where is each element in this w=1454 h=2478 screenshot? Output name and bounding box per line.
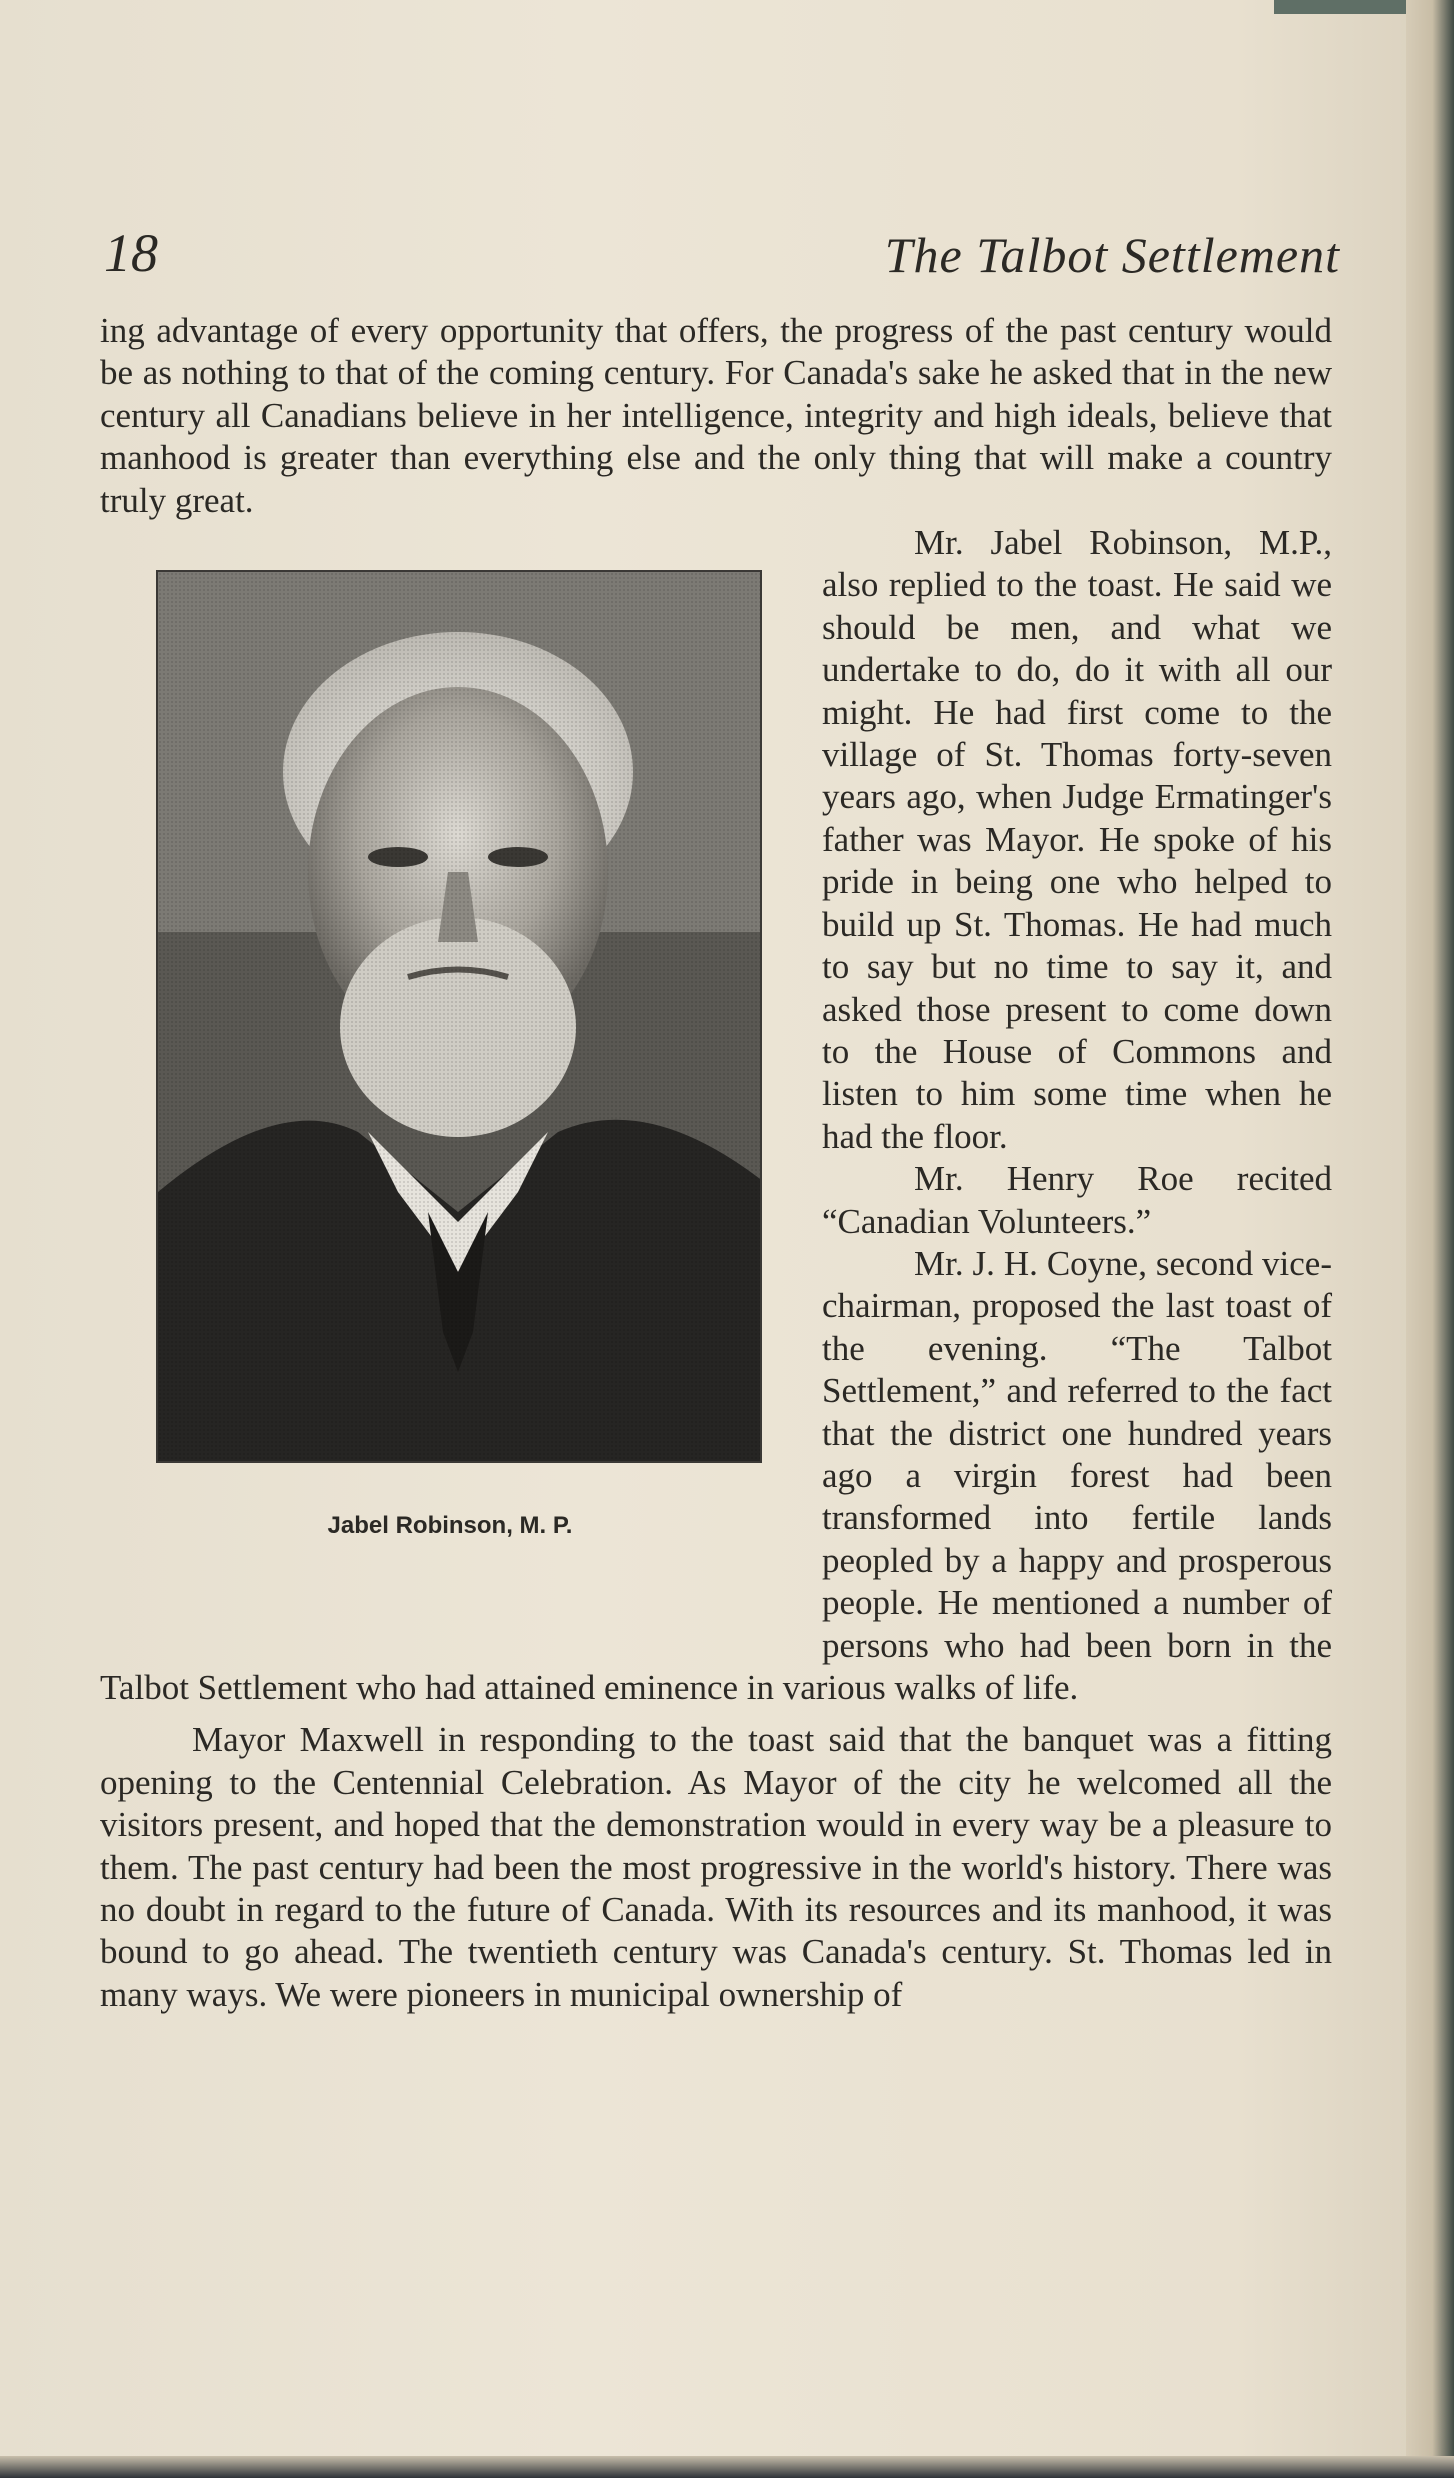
paragraph-5: Mayor Maxwell in responding to the toast said that the banquet was a fitting opening to the Centennial Celebration. As Mayor of the city he welcomed all the visitors present, and hoped that the demonstration would in every way be a pleasure to them. The past century had been the most progressive in the world's history. There was no doubt in regard to the future of Canada. With its resources and its manhood, it was bound to go ahead. The twentieth century was Canada's century. St. Thomas led in many ways. We were pioneers in municipal ownership of — [100, 1720, 1332, 2014]
paragraph-3: Mr. Henry Roe recited “Canadian Volunteers.” — [822, 1159, 1332, 1241]
body-text — [100, 310, 1332, 2016]
paragraph-2: Mr. Jabel Robinson, M.P., also replied to the toast. He said we should be men, and what we undertake to do, do it with all our might. He had first come to the village of St. Thomas forty-seven years ago, when Judge Ermatinger's father was Mayor. He spoke of his pride in being one who helped to build up St. Thomas. He had much to say but no time to say it, and asked those present to come down to the House of Commons and listen to him some time when he had the floor. — [822, 523, 1332, 1156]
portrait-photo — [156, 570, 762, 1463]
paragraph-1: ing advantage of every opportunity that offers, the progress of the past century would be as nothing to that of the coming century. For Canada's sake he asked that in the new century all Canadians believe in her intelligence, integrity and high ideals, believe that manhood is greater than everything else and the only thing that will make a country truly great. — [100, 311, 1332, 520]
page-right-edge — [1406, 0, 1454, 2478]
portrait-image — [158, 572, 762, 1463]
page-header — [100, 222, 1340, 292]
paragraph-4: Mr. J. H. Coyne, second vice-chairman, proposed the last toast of the evening. “The Talbot Settlement,” and referred to the fact that the district one hundred years ago a virgin forest had been transformed into fertile lands peopled by a happy and prosperous people. He mentioned a number of persons who had been born in the Talbot Settlement who had attained eminence in various walks of life. — [100, 1243, 1332, 1707]
page-number: 18 — [104, 223, 158, 283]
portrait-figure — [100, 570, 800, 1660]
running-title: The Talbot Settlement — [884, 227, 1340, 283]
page-bottom-edge — [0, 2456, 1454, 2478]
figure-caption: Jabel Robinson, M. P. — [327, 1512, 573, 1540]
